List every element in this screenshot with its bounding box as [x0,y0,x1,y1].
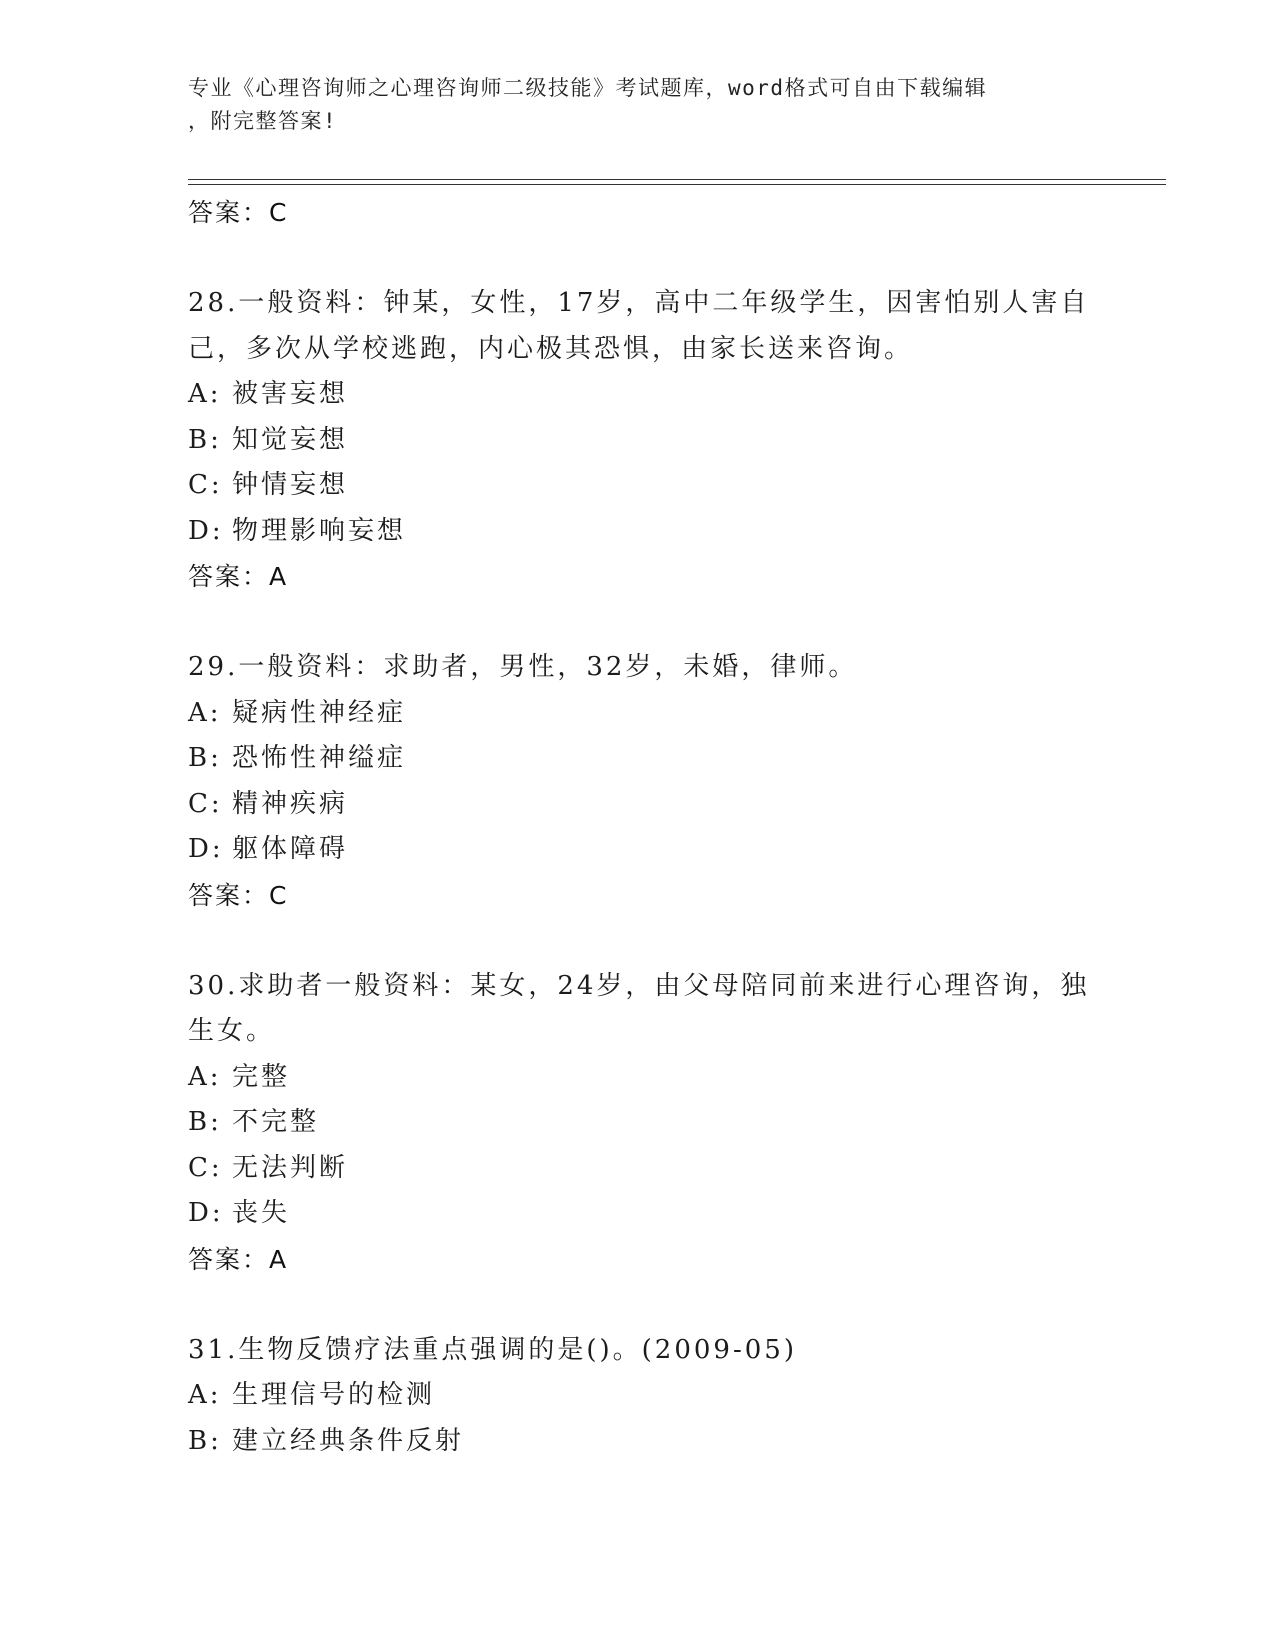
question-31 [188,1328,1088,1465]
answer-line: 答案：A [188,1244,289,1274]
option-b [188,418,1088,464]
option-letter: A: [188,697,222,728]
option-c [188,463,1088,509]
question-stem-continued: 生女。 [188,1016,276,1046]
option-d [188,827,1088,873]
header-line-1: 专业《心理咨询师之心理咨询师二级技能》考试题库，word格式可自由下载编辑 [188,76,988,100]
option-text: 无法判断 [232,1152,349,1183]
header-rule-bottom [188,184,1166,185]
question-list [188,190,1088,1464]
option-letter: B: [188,1425,222,1456]
option-letter: B: [188,424,222,455]
option-text: 疑病性神经症 [232,697,407,728]
spacer [188,236,1088,282]
option-text: 精神疾病 [232,788,349,819]
answer-line: 答案：A [188,562,289,591]
option-letter: B: [188,1107,222,1137]
question-stem: 30.求助者一般资料：某女，24岁，由父母陪同前来进行心理咨询，独 [188,970,1090,1001]
option-b [188,736,1088,782]
option-text: 生理信号的检测 [232,1380,436,1410]
option-d [188,1191,1088,1237]
question-stem: 31.生物反馈疗法重点强调的是()。(2009-05) [188,1334,797,1365]
option-text: 完整 [232,1061,291,1092]
option-b [188,1419,1088,1465]
question-30 [188,964,1088,1283]
question-stem: 28.一般资料：钟某，女性，17岁，高中二年级学生，因害怕别人害自 [188,288,1090,318]
option-c [188,782,1088,828]
answer-line: 答案：C [188,198,289,227]
header-line-2: ，附完整答案! [188,109,338,133]
option-text: 知觉妄想 [232,424,349,455]
question-29 [188,645,1088,918]
question-stem: 29.一般资料：求助者，男性，32岁，未婚，律师。 [188,652,858,682]
option-letter: D: [188,1198,224,1228]
spacer [188,600,1088,646]
spacer [188,918,1088,964]
option-letter: C: [188,470,223,500]
option-letter: B: [188,743,222,773]
option-text: 不完整 [232,1107,320,1137]
answer-line: 答案：C [188,880,289,910]
option-b [188,1100,1088,1146]
option-text: 躯体障碍 [232,834,349,864]
header-rule-top [188,179,1166,180]
option-a [188,691,1088,737]
question-stem-continued: 己，多次从学校逃跑，内心极其恐惧，由家长送来咨询。 [188,333,914,364]
option-letter: C: [188,788,223,819]
option-a [188,1055,1088,1101]
option-letter: A: [188,1061,222,1092]
option-letter: A: [188,1380,222,1410]
option-text: 钟情妄想 [232,470,349,500]
option-letter: D: [188,834,224,864]
option-text: 物理影响妄想 [232,515,407,546]
question-28 [188,281,1088,600]
option-a [188,372,1088,418]
option-letter: A: [188,379,222,409]
option-a [188,1373,1088,1419]
spacer [188,1282,1088,1328]
option-text: 恐怖性神缢症 [232,743,407,773]
option-d [188,509,1088,555]
option-text: 建立经典条件反射 [232,1425,465,1456]
option-letter: D: [188,515,224,546]
option-text: 丧失 [232,1198,291,1228]
option-text: 被害妄想 [232,379,349,409]
option-letter: C: [188,1152,223,1183]
option-c [188,1146,1088,1192]
document-header [188,72,1088,138]
